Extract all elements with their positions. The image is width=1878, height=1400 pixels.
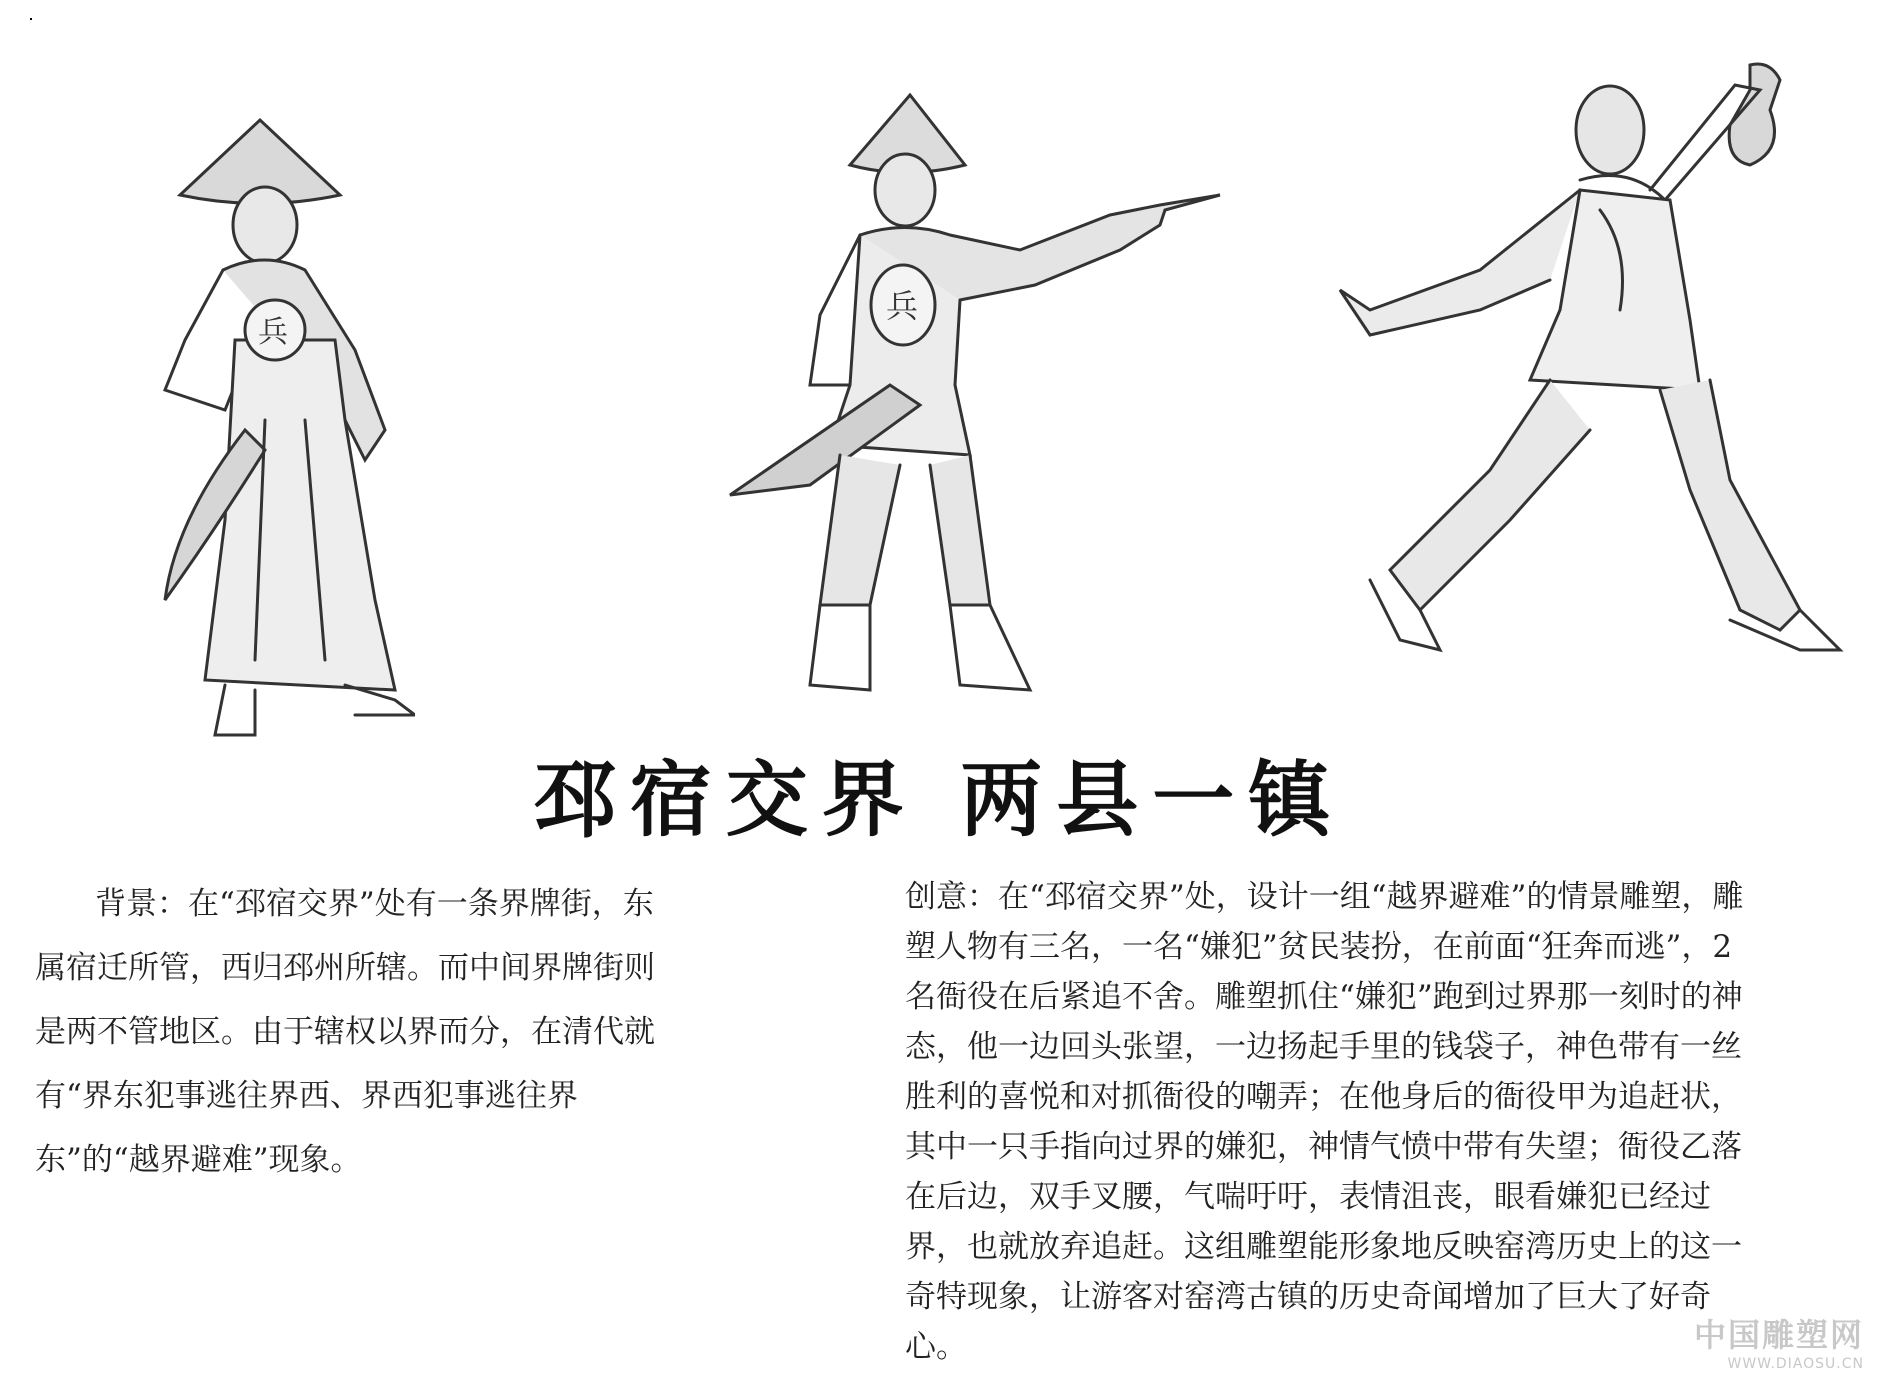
concept-text: 创意：在“邳宿交界”处，设计一组“越界避难”的情景雕塑，雕塑人物有三名，一名“嫌犯”贫民装扮，在前面“狂奔而逃”，2名衙役在后紧追不舍。雕塑抓住“嫌犯”跑到过界那一刻时的神态，他一边回头张望，一边扬起手里的钱袋子，神色带有一丝胜利的喜悦和对抓衙役的嘲弄；在他身后的衙役甲为追赶状，其中一只手指向过界的嫌犯，神情气愤中带有失望；衙役乙落在后边，双手叉腰，气喘吁吁，表情沮丧，眼看嫌犯已经过界，也就放弃追赶。这组雕塑能形象地反映窑湾历史上的这一奇特现象，让游客对窑湾古镇的历史奇闻增加了巨大了好奇心。 xyxy=(905,879,1744,1365)
badge-glyph-left: 兵 xyxy=(258,315,288,350)
page-title: 邳宿交界 两县一镇 xyxy=(533,752,1345,848)
watermark-en: WWW.DIAOSU.CN xyxy=(1727,1356,1864,1372)
badge-glyph-middle: 兵 xyxy=(886,287,919,325)
watermark xyxy=(1694,1310,1864,1372)
suspect-figure-right xyxy=(1330,50,1850,690)
constable-figure-middle xyxy=(690,85,1230,705)
background-text: 背景：在“邳宿交界”处有一条界牌街，东属宿迁所管，西归邳州所辖。而中间界牌街则是两不管地区。由于辖权以界而分，在清代就有“界东犯事逃往界西、界西犯事逃往界东”的“越界避难”现象。 xyxy=(35,886,655,1178)
concept-paragraph xyxy=(905,872,1750,1372)
watermark-cn: 中国雕塑网 xyxy=(1693,1316,1864,1354)
background-paragraph xyxy=(35,872,675,1192)
speck xyxy=(30,18,32,20)
constable-figure-left xyxy=(95,100,415,740)
